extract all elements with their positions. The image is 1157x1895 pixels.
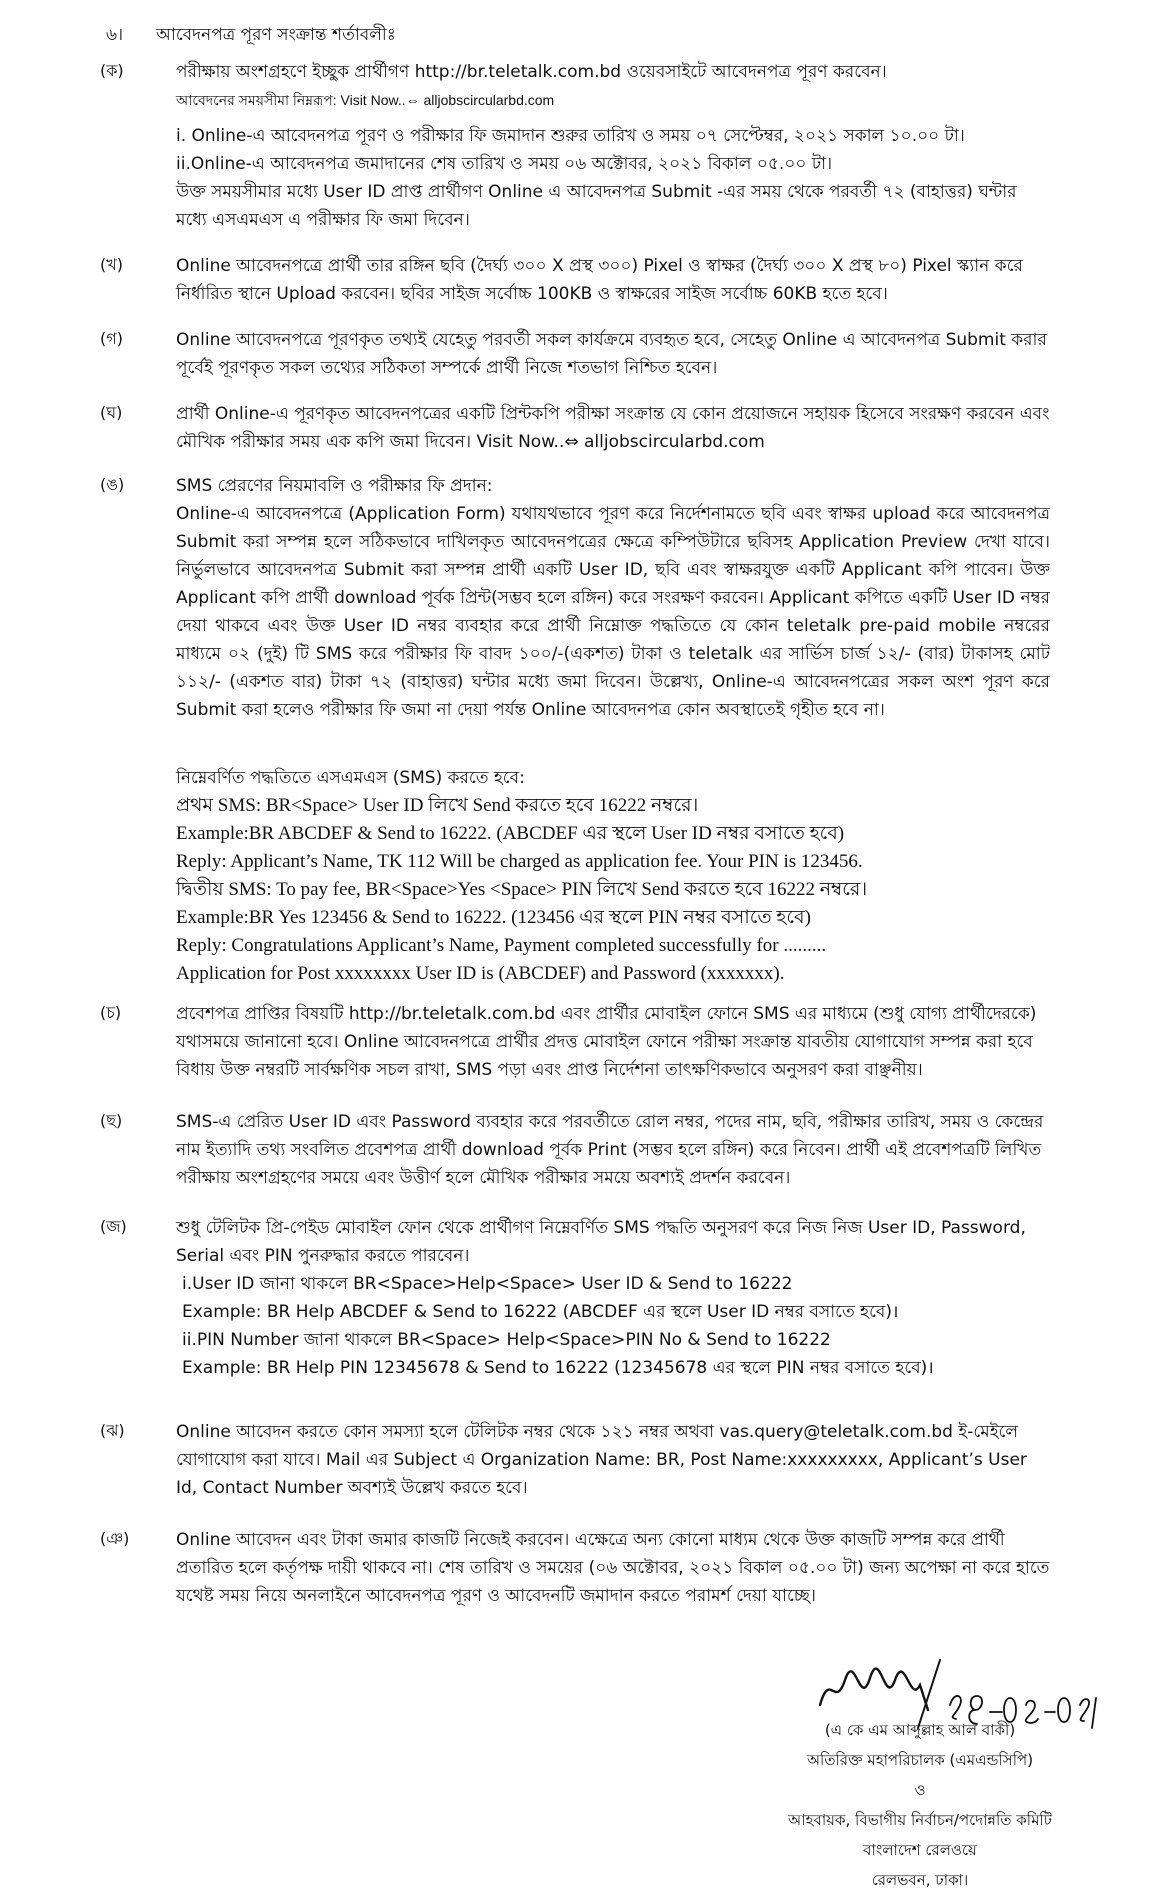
sms-line: Example:BR ABCDEF & Send to 16222. (ABCDEF এর স্থলে User ID নম্বর বসাতে হবে) (176, 823, 845, 844)
clause-line: i. Online-এ আবেদনপত্র পূরণ ও পরীক্ষার ফি জমাদান শুরুর তারিখ ও সময় ০৭ সেপ্টেম্বর, ২০২১ সকাল ১০.০০ টা। (176, 126, 965, 146)
section-title: আবেদনপত্র পূরণ সংক্রান্ত শর্তাবলীঃ (156, 25, 396, 45)
clause-line: Online আবেদনপত্রে প্রার্থী তার রঙ্গিন ছবি (দৈর্ঘ্য ৩০০ X প্রস্থ ৩০০) Pixel ও স্বাক্ষর (দৈর্ঘ্য ৩০০ X প্রস্থ ৮০) Pixel স্ক্যান করে নির্ধারিত স্থানে Upload করবেন। ছবির সাইজ সর্বোচ্চ 100KB ও স্বাক্ষরের সাইজ সর্বোচ্চ 60KB হতে হবে। (176, 256, 1023, 304)
clause-label: (ঝ) (100, 1421, 125, 1440)
clause-line: ii.Online-এ আবেদনপত্র জমাদানের শেষ তারিখ ও সময় ০৬ অক্টোবর, ২০২১ বিকাল ০৫.০০ টা। (176, 154, 833, 174)
sms-line: দ্বিতীয় SMS: To pay fee, BR<Space>Yes <Space> PIN লিখে Send করতে হবে 16222 নম্বরে। (176, 879, 868, 900)
clause-label: (ঙ) (100, 475, 125, 494)
clause-line: ii.PIN Number জানা থাকলে BR<Space> Help<Space>PIN No & Send to 16222 (182, 1330, 831, 1350)
clause-line: প্রবেশপত্র প্রাপ্তির বিষয়টি http://br.teletalk.com.bd এবং প্রার্থীর মোবাইল ফোনে SMS এর মাধ্যমে (শুধু যোগ্য প্রার্থীদেরকে) যথাসময়ে জানানো হবে। Online আবেদনপত্রে প্রার্থীর প্রদত্ত মোবাইল ফোনে পরীক্ষা সংক্রান্ত যাবতীয় যোগাযোগ সম্পন্ন করা হবে বিধায় উক্ত নম্বরটি সার্বক্ষণিক সচল রাখা, SMS পড়া এবং প্রাপ্ত নির্দেশনা তাৎক্ষণিকভাবে অনুসরণ করা বাঞ্ছনীয়। (176, 1004, 1037, 1080)
clause-label: (ছ) (100, 1111, 123, 1130)
section-heading (106, 22, 396, 50)
signatory-block (720, 1715, 1120, 1895)
sms-line: Example:BR Yes 123456 & Send to 16222. (123456 এর স্থলে PIN নম্বর বসাতে হবে) (176, 907, 811, 928)
clause-label: (জ) (100, 1217, 127, 1236)
sms-line: Application for Post xxxxxxxx User ID is (ABCDEF) and Password (xxxxxxx). (176, 963, 785, 984)
clause-line: শুধু টেলিটক প্রি-পেইড মোবাইল ফোন থেকে প্রার্থীগণ নিম্নেবর্ণিত SMS পদ্ধতি অনুসরণ করে নিজ নিজ User ID, Password, Serial এবং PIN পুনরুদ্ধার করতে পারবেন। (176, 1218, 1026, 1266)
clause-line: Online আবেদনপত্রে পূরণকৃত তথ্যই যেহেতু পরবর্তী সকল কার্যক্রমে ব্যবহৃত হবে, সেহেতু Online এ আবেদনপত্র Submit করার পূর্বেই পূরণকৃত সকল তথ্যের সঠিকতা সম্পর্কে প্রার্থী নিজে শতভাগ নিশ্চিত হবেন। (176, 330, 1047, 378)
sms-line: Reply: Applicant’s Name, TK 112 Will be charged as application fee. Your PIN is 123456. (176, 851, 863, 872)
signatory-role: আহবায়ক, বিভাগীয় নির্বাচন/পদোন্নতি কমিটি (788, 1811, 1052, 1829)
signatory-org: বাংলাদেশ রেলওয়ে (863, 1841, 977, 1859)
signatory-address: রেলভবন, ঢাকা। (871, 1871, 969, 1889)
clause-line: প্রার্থী Online-এ পূরণকৃত আবেদনপত্রের একটি প্রিন্টকপি পরীক্ষা সংক্রান্ত যে কোন প্রয়োজনে সহায়ক হিসেবে সংরক্ষণ করবেন এবং মৌখিক পরীক্ষার সময় এক কপি জমা দিবেন। Visit Now..⇔ alljobscircularbd.com (176, 404, 1050, 452)
section-number: ৬। (106, 25, 124, 45)
clause-label: (খ) (100, 255, 123, 274)
clause-label: (ক) (100, 61, 124, 80)
clause-line: Online আবেদন করতে কোন সমস্যা হলে টেলিটক নম্বর থেকে ১২১ নম্বর অথবা vas.query@teletalk.com.bd ই-মেইলে যোগাযোগ করা যাবে। Mail এর Subject এ Organization Name: BR, Post Name:xxxxxxxxx, Applicant’s User Id, Contact Number অবশ্যই উল্লেখ করতে হবে। (176, 1422, 1027, 1498)
clause-line: Example: BR Help PIN 12345678 & Send to 16222 (12345678 এর স্থলে PIN নম্বর বসাতে হবে)। (182, 1358, 934, 1378)
clause-label: (ঘ) (100, 403, 123, 422)
clause-line: উক্ত সময়সীমার মধ্যে User ID প্রাপ্ত প্রার্থীগণ Online এ আবেদনপত্র Submit -এর সময় থেকে পরবর্তী ৭২ (বাহাত্তর) ঘন্টার মধ্যে এসএমএস এ পরীক্ষার ফি জমা দিবেন। (176, 182, 1017, 230)
clause-line: Online-এ আবেদনপত্রে (Application Form) যথাযথভাবে পূরণ করে নির্দেশনামতে ছবি এবং স্বাক্ষর upload করে আবেদনপত্র Submit করা সম্পন্ন হলে সঠিকভাবে দাখিলকৃত আবেদনপত্রের ক্ষেত্রে কম্পিউটারে ছবিসহ Application Preview দেখা যাবে। নির্ভুলভাবে আবেদনপত্র Submit করা সম্পন্ন প্রার্থী একটি User ID, ছবি এবং স্বাক্ষরযুক্ত একটি Applicant কপি পাবেন। উক্ত Applicant কপি প্রার্থী download পূর্বক প্রিন্ট(সম্ভব হলে রঙ্গিন) করে সংরক্ষণ করবেন। Applicant কপিতে একটি User ID নম্বর দেয়া থাকবে এবং উক্ত User ID নম্বর ব্যবহার করে প্রার্থী নিম্নোক্ত পদ্ধতিতে যে কোন teletalk pre-paid mobile নম্বরের মাধ্যমে ০২ (দুই) টি SMS করে পরীক্ষার ফি বাবদ ১০০/-(একশত) টাকা ও teletalk এর সার্ভিস চার্জ ১২/- (বার) টাকাসহ মোট ১১২/- (একশত বার) টাকা ৭২ (বাহাত্তর) ঘন্টার মধ্যে জমা দিবেন। উল্লেখ্য, Online-এ আবেদনপত্রের সকল অংশ পূরণ করে Submit করা হলেও পরীক্ষার ফি জমা না দেয়া পর্যন্ত Online আবেদনপত্র কোন অবস্থাতেই গৃহীত হবে না। (176, 504, 1050, 720)
clause-line: SMS-এ প্রেরিত User ID এবং Password ব্যবহার করে পরবর্তীতে রোল নম্বর, পদের নাম, ছবি, পরীক্ষার তারিখ, সময় ও কেন্দ্রের নাম ইত্যাদি তথ্য সংবলিত প্রবেশপত্র প্রার্থী download পূর্বক Print (সম্ভব হলে রঙ্গিন) করে নিবেন। প্রার্থী এই প্রবেশপত্রটি লিখিত পরীক্ষায় অংশগ্রহণের সময়ে এবং উত্তীর্ণ হলে মৌখিক পরীক্ষার সময়ে অবশ্যই প্রদর্শন করবেন। (176, 1112, 1044, 1188)
sms-intro: নিম্নেবর্ণিত পদ্ধতিতে এসএমএস (SMS) করতে হবে: (176, 768, 525, 788)
clause-line: i.User ID জানা থাকলে BR<Space>Help<Space> User ID & Send to 16222 (182, 1274, 793, 1294)
clause-label: (গ) (100, 329, 123, 348)
clause-label: (ঞ) (100, 1529, 130, 1548)
sms-line: Reply: Congratulations Applicant’s Name, Payment completed successfully for ......... (176, 935, 827, 956)
signatory-name: (এ কে এম আব্দুল্লাহ আল বাকী) (824, 1721, 1016, 1739)
clause-line: Example: BR Help ABCDEF & Send to 16222 (ABCDEF এর স্থলে User ID নম্বর বসাতে হবে)। (182, 1302, 899, 1322)
sms-line: প্রথম SMS: BR<Space> User ID লিখে Send করতে হবে 16222 নম্বরে। (176, 795, 699, 816)
clause-line: আবেদনের সময়সীমা নিম্নরূপ: Visit Now..⇔ alljobscircularbd.com (176, 92, 555, 108)
clause-line: পরীক্ষায় অংশগ্রহণে ইচ্ছুক প্রার্থীগণ http://br.teletalk.com.bd ওয়েবসাইটে আবেদনপত্র পূরণ করবেন। (176, 62, 887, 82)
clause-label: (চ) (100, 1003, 122, 1022)
clause-line: SMS প্রেরণের নিয়মাবলি ও পরীক্ষার ফি প্রদান: (176, 476, 493, 496)
signatory-designation: অতিরিক্ত মহাপরিচালক (এমএন্ডসিপি) (806, 1751, 1034, 1769)
signatory-and: ও (914, 1781, 926, 1799)
clause-line: Online আবেদন এবং টাকা জমার কাজটি নিজেই করবেন। এক্ষেত্রে অন্য কোনো মাধ্যম থেকে উক্ত কাজটি সম্পন্ন করে প্রার্থী প্রতারিত হলে কর্তৃপক্ষ দায়ী থাকবে না। শেষ তারিখ ও সময়ের (০৬ অক্টোবর, ২০২১ বিকাল ০৫.০০ টা) জন্য অপেক্ষা না করে হাতে যথেষ্ট সময় নিয়ে অনলাইনে আবেদনপত্র পূরণ ও আবেদনটি জমাদান করতে পরামর্শ দেয়া যাচ্ছে। (176, 1530, 1050, 1606)
